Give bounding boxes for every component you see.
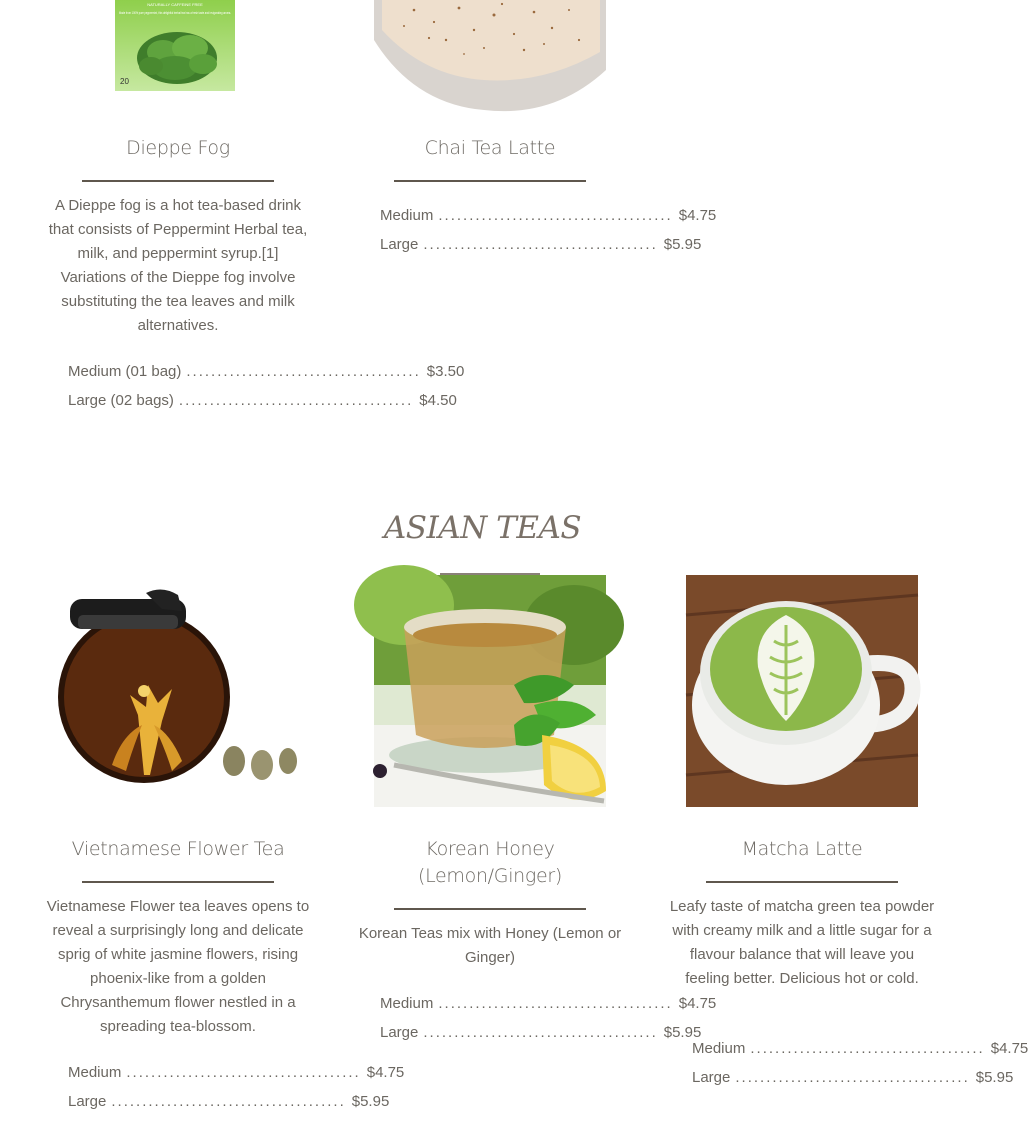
price-amount: $3.50 [426, 363, 465, 380]
item-title-matcha-latte: Matcha Latte [741, 838, 863, 860]
price-row-large [68, 392, 457, 414]
price-label: Large [692, 1069, 731, 1086]
price-amount: $4.75 [678, 207, 717, 224]
price-amount: $4.50 [419, 392, 457, 409]
item-title-dieppe-fog: Dieppe Fog [126, 137, 230, 159]
price-row-large [692, 1069, 1014, 1091]
title-divider [82, 881, 274, 883]
price-amount: $5.95 [351, 1093, 390, 1110]
price-amount: $4.75 [990, 1040, 1028, 1057]
price-label: Medium [68, 1064, 122, 1081]
dieppe-fog-image [115, 0, 235, 91]
price-amount: $5.95 [663, 1024, 702, 1041]
price-amount: $4.75 [678, 995, 717, 1012]
price-leader: ...................................... [423, 236, 658, 253]
price-label: Large [380, 1024, 419, 1041]
price-label: Large [380, 236, 419, 253]
price-amount: $5.95 [663, 236, 702, 253]
package-count: 20 [120, 77, 129, 86]
item-description-vietnamese-flower-tea: Vietnamese Flower tea leaves opens to reveal a surprisingly long and delicate sprig of white jasmine flowers, rising phoenix-like from a golden Chrysanthemum flower nestled in a spreading tea-blossom. [46, 898, 310, 1035]
price-leader: ...................................... [178, 392, 414, 409]
title-divider [82, 180, 274, 182]
price-leader: ...................................... [423, 1024, 658, 1041]
price-label: Medium [380, 207, 434, 224]
price-row-large [68, 1093, 390, 1115]
package-label-top: NATURALLY CAFFEINE FREE [147, 2, 203, 7]
price-row-medium [68, 1064, 405, 1086]
chai-tea-latte-image [374, 0, 606, 106]
price-label: Large [68, 1093, 107, 1110]
price-leader: ...................................... [186, 363, 421, 380]
title-divider [394, 180, 586, 182]
price-row-medium [380, 995, 717, 1017]
price-leader: ...................................... [111, 1093, 346, 1110]
price-row-medium [68, 363, 465, 385]
price-label: Medium [380, 995, 434, 1012]
price-label: Medium [692, 1040, 746, 1057]
price-amount: $4.75 [366, 1064, 405, 1081]
price-leader: ...................................... [750, 1040, 985, 1057]
price-label: Medium (01 bag) [68, 363, 182, 380]
item-title-chai-tea-latte: Chai Tea Latte [424, 137, 556, 159]
price-row-large [380, 1024, 702, 1046]
vietnamese-flower-tea-image [62, 575, 294, 807]
price-row-large [380, 236, 702, 258]
title-divider [706, 881, 898, 883]
price-amount: $5.95 [975, 1069, 1014, 1086]
title-divider [394, 908, 586, 910]
section-title-asian-teas: ASIAN TEAS [383, 510, 582, 546]
price-leader: ...................................... [438, 995, 673, 1012]
price-label: Large (02 bags) [68, 392, 174, 409]
price-row-medium [692, 1040, 1028, 1062]
item-title-korean-honey: Korean Honey (Lemon/Ginger) [417, 838, 563, 887]
price-leader: ...................................... [438, 207, 673, 224]
korean-honey-tea-image [374, 575, 606, 807]
price-leader: ...................................... [735, 1069, 970, 1086]
item-description-dieppe-fog: A Dieppe fog is a hot tea-based drink that consists of Peppermint Herbal tea, milk, and peppermint syrup.[1] Variations of the Dieppe fog involve substituting the tea leaves and milk alternatives. [48, 197, 308, 334]
item-title-vietnamese-flower-tea: Vietnamese Flower Tea [71, 838, 285, 860]
package-description: Made from 100% pure peppermint, this delightful herbal tea has a fresh taste and invigorating aroma. [119, 11, 232, 15]
price-row-medium [380, 207, 717, 229]
matcha-latte-image [686, 575, 918, 807]
item-description-korean-honey: Korean Teas mix with Honey (Lemon or Ginger) [358, 925, 622, 966]
price-leader: ...................................... [126, 1064, 361, 1081]
item-description-matcha-latte: Leafy taste of matcha green tea powder with creamy milk and a little sugar for a flavour balance that will leave you feeling better. Delicious hot or cold. [669, 898, 935, 987]
